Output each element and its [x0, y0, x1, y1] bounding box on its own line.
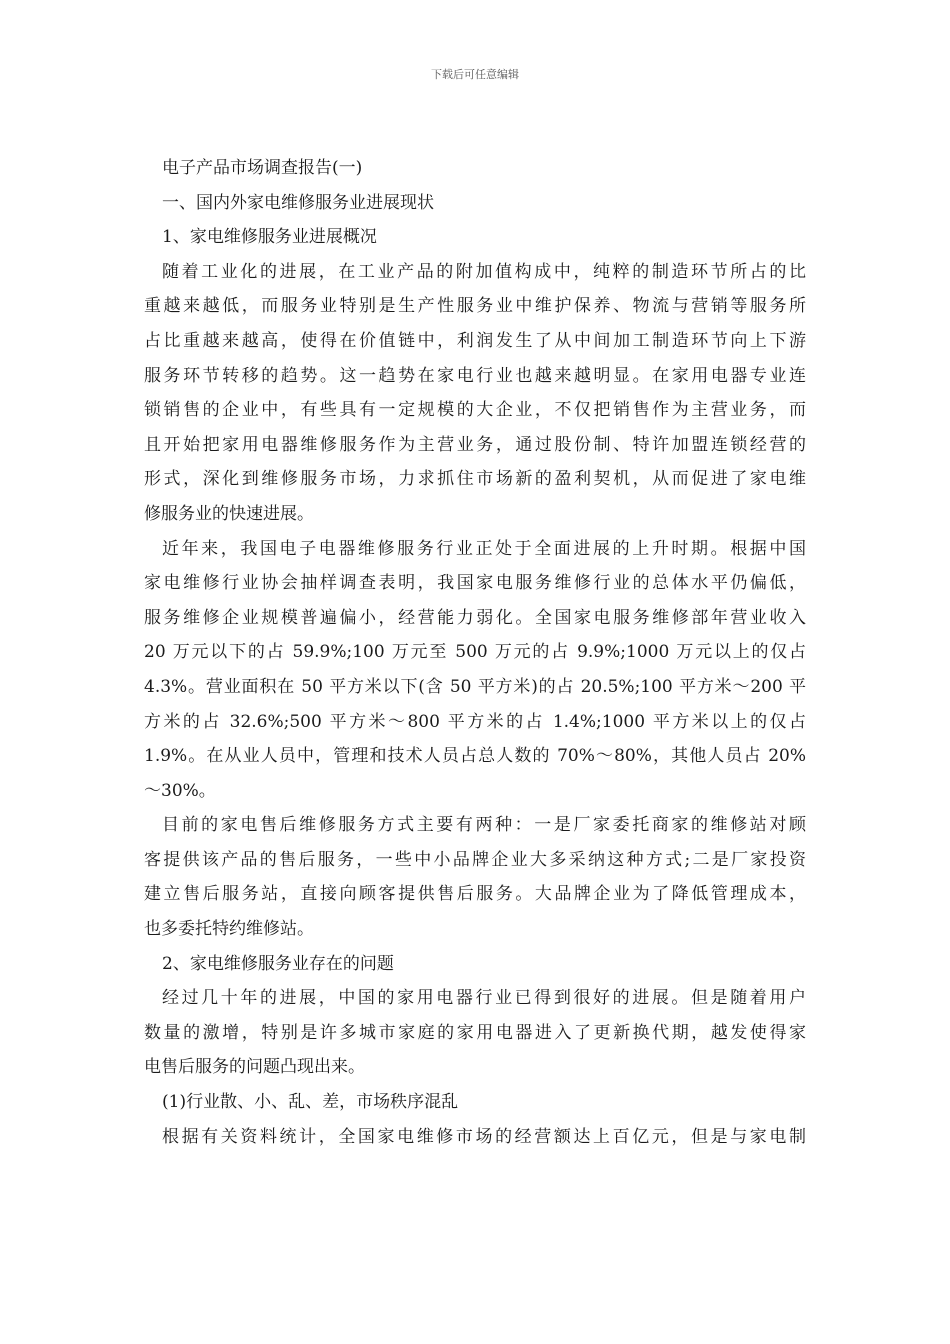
- section-heading: 1、家电维修服务业进展概况: [162, 227, 377, 248]
- section-heading: 电子产品市场调查报告(一): [162, 158, 363, 178]
- paragraph-line: 服务维修企业规模普遍偏小，经营能力弱化。全国家电服务维修部年营业收入: [144, 607, 806, 628]
- section-heading: (1)行业散、小、乱、差，市场秩序混乱: [162, 1092, 459, 1113]
- paragraph-line: 客提供该产品的售后服务，一些中小品牌企业大多采纳这种方式;二是厂家投资: [144, 849, 806, 870]
- paragraph-line: ～30%。: [144, 780, 216, 801]
- paragraph-line: 经过几十年的进展，中国的家用电器行业已得到很好的进展。但是随着用户: [162, 988, 806, 1009]
- paragraph-line: 形式，深化到维修服务市场，力求抓住市场新的盈利契机，从而促进了家电维: [144, 469, 806, 490]
- document-body: [144, 151, 806, 1154]
- paragraph-line: 电售后服务的问题凸现出来。: [144, 1057, 365, 1078]
- paragraph-line: 近年来，我国电子电器维修服务行业正处于全面进展的上升时期。根据中国: [162, 538, 806, 559]
- paragraph-line: 修服务业的快速进展。: [144, 503, 314, 524]
- paragraph-line: 重越来越低，而服务业特别是生产性服务业中维护保养、物流与营销等服务所: [144, 296, 806, 317]
- paragraph-line: 服务环节转移的趋势。这一趋势在家电行业也越来越明显。在家用电器专业连: [144, 365, 806, 386]
- paragraph-line: 占比重越来越高，使得在价值链中，利润发生了从中间加工制造环节向上下游: [144, 330, 806, 351]
- paragraph-line: 建立售后服务站，直接向顾客提供售后服务。大品牌企业为了降低管理成本，: [144, 884, 806, 905]
- paragraph-line: 20 万元以下的占 59.9%;100 万元至 500 万元的占 9.9%;1000 万元以上的仅占: [144, 642, 806, 663]
- section-heading: 2、家电维修服务业存在的问题: [162, 953, 394, 974]
- paragraph-line: 根据有关资料统计，全国家电维修市场的经营额达上百亿元，但是与家电制: [162, 1126, 806, 1147]
- paragraph-line: 数量的激增，特别是许多城市家庭的家用电器进入了更新换代期，越发使得家: [144, 1022, 806, 1043]
- header-note: 下载后可任意编辑: [431, 68, 519, 81]
- paragraph-line: 锁销售的企业中，有些具有一定规模的大企业，不仅把销售作为主营业务，而: [144, 400, 806, 421]
- paragraph-line: 方米的占 32.6%;500 平方米～800 平方米的占 1.4%;1000 平方米以上的仅占: [144, 711, 806, 732]
- section-heading: 一、国内外家电维修服务业进展现状: [162, 192, 434, 213]
- paragraph-line: 也多委托特约维修站。: [144, 919, 314, 940]
- paragraph-line: 4.3%。营业面积在 50 平方米以下(含 50 平方米)的占 20.5%;100 平方米～200 平: [144, 676, 806, 697]
- paragraph-line: 家电维修行业协会抽样调查表明，我国家电服务维修行业的总体水平仍偏低，: [144, 573, 806, 594]
- paragraph-line: 1.9%。在从业人员中，管理和技术人员占总人数的 70%～80%，其他人员占 20%: [144, 746, 806, 767]
- paragraph-line: 且开始把家用电器维修服务作为主营业务，通过股份制、特许加盟连锁经营的: [144, 434, 806, 455]
- paragraph-line: 随着工业化的进展，在工业产品的附加值构成中，纯粹的制造环节所占的比: [162, 261, 806, 282]
- paragraph-line: 目前的家电售后维修服务方式主要有两种：一是厂家委托商家的维修站对顾: [162, 815, 806, 836]
